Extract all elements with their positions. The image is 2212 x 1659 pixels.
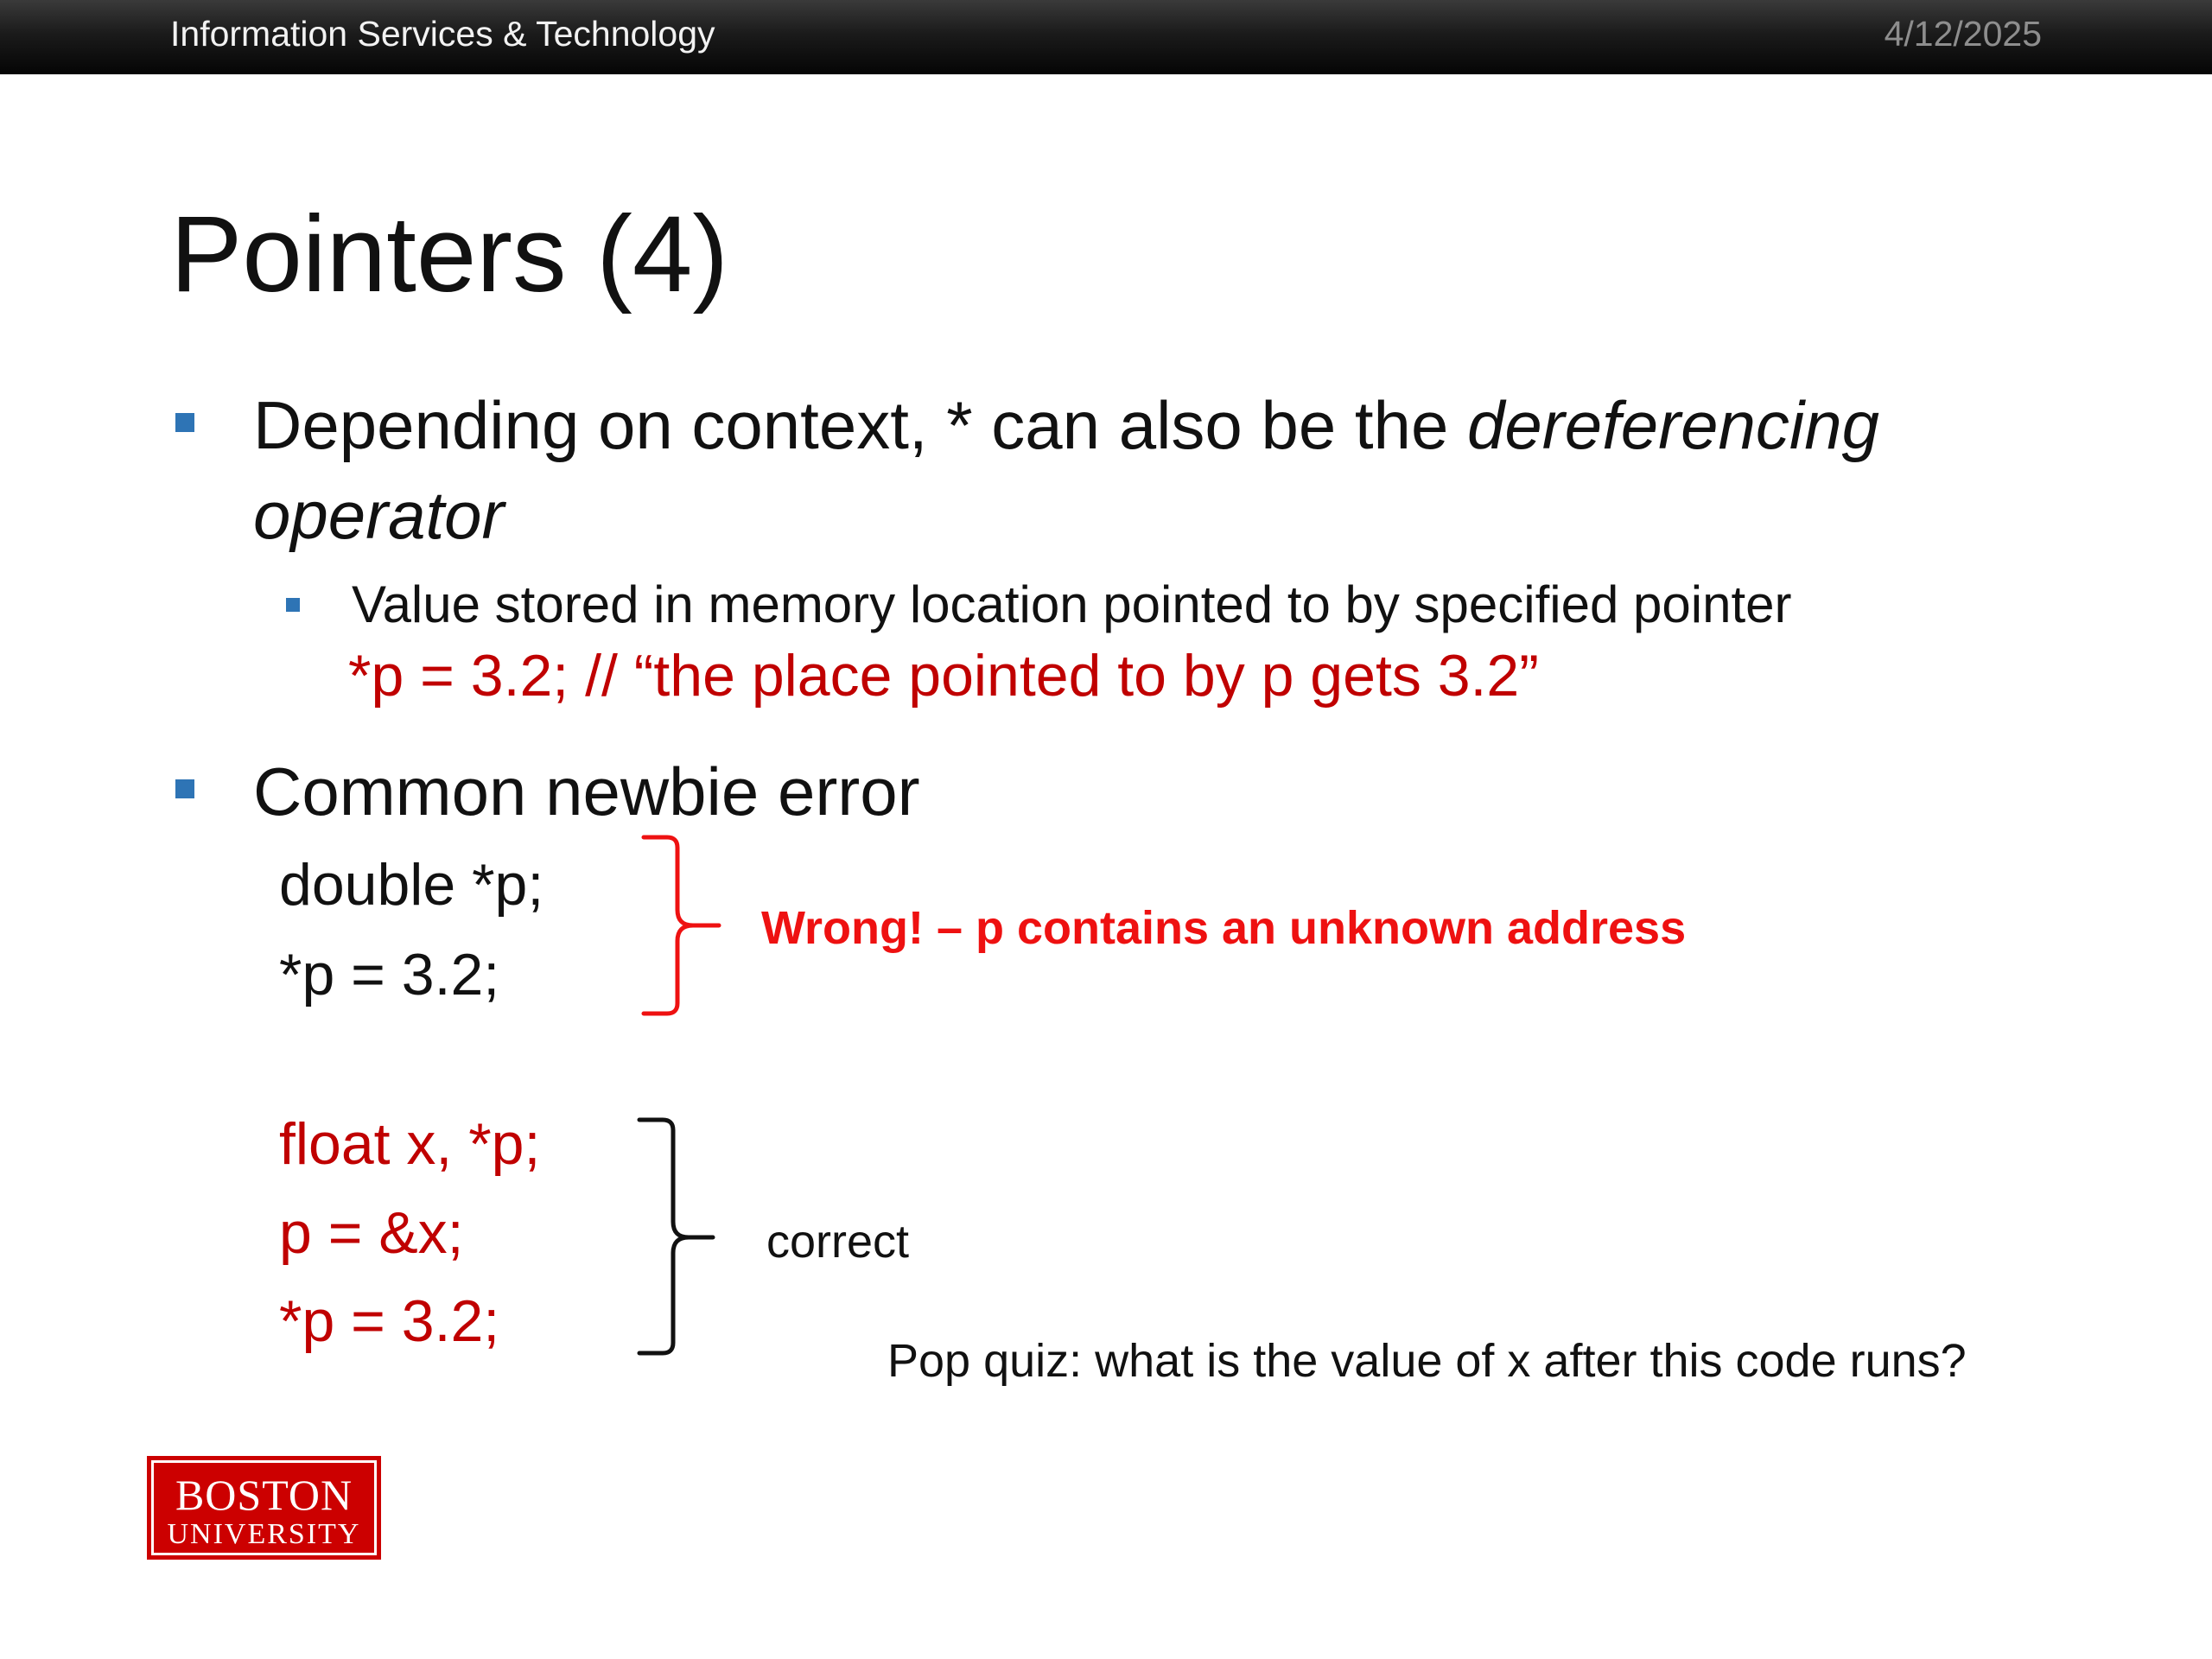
pop-quiz: Pop quiz: what is the value of x after this code runs? <box>887 1335 1967 1387</box>
dereference-example: *p = 3.2; // “the place pointed to by p gets 3.2” <box>348 643 1539 709</box>
bullet-marker-2 <box>175 779 194 798</box>
bullet-marker-1 <box>175 413 194 432</box>
sub-bullet-text: Value stored in memory location pointed to by specified pointer <box>352 575 1792 633</box>
header-bar <box>0 0 2212 74</box>
slide-title: Pointers (4) <box>170 194 729 315</box>
correct-note: correct <box>766 1216 910 1268</box>
sub-bullet-marker <box>286 598 300 612</box>
logo-line-1: BOSTON <box>175 1471 353 1519</box>
slide-date: 4/12/2025 <box>1884 14 2042 54</box>
organization-name: Information Services & Technology <box>170 14 715 54</box>
bullet-1-italic-term: dereferencing <box>1467 387 1879 463</box>
wrong-brace <box>639 834 726 1024</box>
bullet-1-italic-term-2: operator <box>253 477 505 553</box>
wrong-code-line-1: double *p; <box>279 852 544 918</box>
logo-line-2: UNIVERSITY <box>167 1518 361 1550</box>
bullet-2-text: Common newbie error <box>253 753 920 830</box>
boston-university-logo <box>147 1456 381 1560</box>
correct-code-line-3: *p = 3.2; <box>279 1288 500 1354</box>
correct-code-line-2: p = &x; <box>279 1200 464 1266</box>
bullet-1-plain: Depending on context, * can also be the <box>253 387 1467 463</box>
correct-code-line-1: float x, *p; <box>279 1111 541 1177</box>
wrong-code-line-2: *p = 3.2; <box>279 942 500 1007</box>
bullet-1-text <box>253 380 2068 560</box>
correct-brace <box>635 1116 721 1360</box>
wrong-note: Wrong! – p contains an unknown address <box>761 902 1687 954</box>
